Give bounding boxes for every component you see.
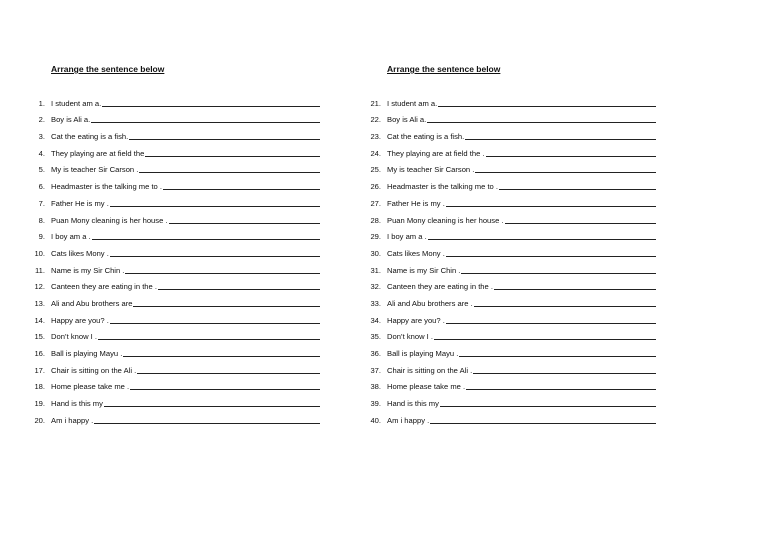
exercise-list xyxy=(30,91,320,425)
answer-line[interactable] xyxy=(499,189,656,190)
item-number: 13. xyxy=(34,298,45,308)
item-number: 24. xyxy=(370,148,381,158)
answer-line[interactable] xyxy=(139,172,320,173)
scrambled-sentence: Name is my Sir Chin . xyxy=(387,265,461,275)
exercise-item xyxy=(366,291,656,308)
exercise-item xyxy=(366,408,656,425)
exercise-item xyxy=(30,341,320,358)
exercise-item xyxy=(366,258,656,275)
scrambled-sentence: Happy are you? . xyxy=(387,315,445,325)
scrambled-sentence: Happy are you? . xyxy=(51,315,109,325)
answer-line[interactable] xyxy=(133,306,320,307)
scrambled-sentence: Father He is my . xyxy=(387,198,445,208)
item-number: 8. xyxy=(38,215,45,225)
scrambled-sentence: Am i happy . xyxy=(387,415,430,425)
item-number: 14. xyxy=(34,315,45,325)
answer-line[interactable] xyxy=(461,273,656,274)
scrambled-sentence: Puan Mony cleaning is her house . xyxy=(51,215,168,225)
exercise-item xyxy=(366,358,656,375)
scrambled-sentence: Cats likes Mony . xyxy=(51,248,109,258)
answer-line[interactable] xyxy=(125,273,320,274)
item-number: 40. xyxy=(370,415,381,425)
scrambled-sentence: I boy am a . xyxy=(51,232,91,242)
answer-line[interactable] xyxy=(446,206,656,207)
answer-line[interactable] xyxy=(494,289,656,290)
exercise-item xyxy=(366,108,656,125)
answer-line[interactable] xyxy=(110,206,320,207)
scrambled-sentence: Ali and Abu brothers are . xyxy=(387,298,473,308)
scrambled-sentence: I boy am a . xyxy=(387,232,427,242)
item-number: 2. xyxy=(38,115,45,125)
scrambled-sentence: Cat the eating is a fish. xyxy=(387,132,465,142)
scrambled-sentence: They playing are at field the xyxy=(51,148,145,158)
scrambled-sentence: Ball is playing Mayu . xyxy=(51,349,123,358)
answer-line[interactable] xyxy=(428,239,656,240)
exercise-item xyxy=(366,308,656,325)
answer-line[interactable] xyxy=(110,256,320,257)
scrambled-sentence: Chair is sitting on the Ali . xyxy=(51,365,137,375)
exercise-item xyxy=(30,325,320,342)
item-number: 32. xyxy=(370,282,381,292)
worksheet-column-right xyxy=(366,64,656,425)
answer-line[interactable] xyxy=(465,139,656,140)
answer-line[interactable] xyxy=(163,189,320,190)
answer-line[interactable] xyxy=(98,339,320,340)
answer-line[interactable] xyxy=(440,406,656,407)
answer-line[interactable] xyxy=(123,356,320,357)
scrambled-sentence: Headmaster is the talking me to . xyxy=(51,182,163,192)
scrambled-sentence: Home please take me . xyxy=(387,382,466,392)
exercise-item xyxy=(366,208,656,225)
answer-line[interactable] xyxy=(446,323,656,324)
exercise-item xyxy=(366,158,656,175)
exercise-item xyxy=(30,308,320,325)
exercise-item xyxy=(366,325,656,342)
item-number: 21. xyxy=(370,98,381,108)
item-number: 38. xyxy=(370,382,381,392)
exercise-item xyxy=(30,275,320,292)
exercise-item xyxy=(366,241,656,258)
answer-line[interactable] xyxy=(94,423,320,424)
exercise-item xyxy=(30,225,320,242)
item-number: 7. xyxy=(38,198,45,208)
item-number: 17. xyxy=(34,365,45,375)
item-number: 3. xyxy=(38,132,45,142)
item-number: 34. xyxy=(370,315,381,325)
worksheet-column-left xyxy=(30,64,320,425)
item-number: 27. xyxy=(370,198,381,208)
scrambled-sentence: Home please take me . xyxy=(51,382,130,392)
exercise-item xyxy=(30,208,320,225)
answer-line[interactable] xyxy=(473,373,656,374)
item-number: 4. xyxy=(38,148,45,158)
exercise-item xyxy=(30,158,320,175)
exercise-item xyxy=(30,375,320,392)
scrambled-sentence: Don’t know I . xyxy=(51,332,98,342)
answer-line[interactable] xyxy=(91,122,320,123)
exercise-item xyxy=(30,191,320,208)
scrambled-sentence: Canteen they are eating in the . xyxy=(387,282,493,292)
scrambled-sentence: Don’t know I . xyxy=(387,332,434,342)
item-number: 22. xyxy=(370,115,381,125)
item-number: 37. xyxy=(370,365,381,375)
exercise-item xyxy=(30,358,320,375)
scrambled-sentence: I student am a. xyxy=(387,98,438,108)
scrambled-sentence: Boy is Ali a. xyxy=(51,115,91,125)
scrambled-sentence: Puan Mony cleaning is her house . xyxy=(387,215,504,225)
exercise-item xyxy=(30,91,320,108)
exercise-item xyxy=(30,174,320,191)
scrambled-sentence: Hand is this my xyxy=(51,399,103,409)
item-number: 12. xyxy=(34,282,45,292)
exercise-item xyxy=(366,141,656,158)
scrambled-sentence: Ball is playing Mayu . xyxy=(387,349,459,358)
scrambled-sentence: They playing are at field the . xyxy=(387,148,485,158)
answer-line[interactable] xyxy=(130,389,320,390)
item-number: 28. xyxy=(370,215,381,225)
answer-line[interactable] xyxy=(475,172,656,173)
item-number: 20. xyxy=(34,415,45,425)
scrambled-sentence: Father He is my . xyxy=(51,198,109,208)
item-number: 25. xyxy=(370,165,381,175)
item-number: 6. xyxy=(38,182,45,192)
item-number: 11. xyxy=(35,265,45,275)
scrambled-sentence: Name is my Sir Chin . xyxy=(51,265,125,275)
item-number: 26. xyxy=(370,182,381,192)
scrambled-sentence: I student am a. xyxy=(51,98,102,108)
exercise-item xyxy=(30,291,320,308)
scrambled-sentence: Cat the eating is a fish. xyxy=(51,132,129,142)
exercise-item xyxy=(30,391,320,408)
item-number: 18. xyxy=(34,382,45,392)
answer-line[interactable] xyxy=(427,122,656,123)
item-number: 10. xyxy=(34,248,45,258)
answer-line[interactable] xyxy=(129,139,320,140)
item-number: 31. xyxy=(370,265,381,275)
exercise-item xyxy=(366,91,656,108)
exercise-item xyxy=(366,391,656,408)
answer-line[interactable] xyxy=(137,373,320,374)
scrambled-sentence: My is teacher Sir Carson . xyxy=(387,165,475,175)
section-heading: Arrange the sentence below xyxy=(387,64,501,74)
item-number: 15. xyxy=(34,332,45,342)
scrambled-sentence: Canteen they are eating in the . xyxy=(51,282,157,292)
exercise-list xyxy=(366,91,656,425)
exercise-item xyxy=(30,241,320,258)
exercise-item xyxy=(366,275,656,292)
scrambled-sentence: Chair is sitting on the Ali . xyxy=(387,365,473,375)
scrambled-sentence: Headmaster is the talking me to . xyxy=(387,182,499,192)
exercise-item xyxy=(30,141,320,158)
exercise-item xyxy=(366,124,656,141)
exercise-item xyxy=(366,341,656,358)
item-number: 30. xyxy=(370,248,381,258)
item-number: 36. xyxy=(370,349,381,358)
answer-line[interactable] xyxy=(466,389,656,390)
answer-line[interactable] xyxy=(474,306,656,307)
item-number: 29. xyxy=(370,232,381,242)
scrambled-sentence: Cats likes Mony . xyxy=(387,248,445,258)
exercise-item xyxy=(366,174,656,191)
exercise-item xyxy=(366,375,656,392)
exercise-item xyxy=(30,108,320,125)
answer-line[interactable] xyxy=(102,106,320,107)
scrambled-sentence: My is teacher Sir Carson . xyxy=(51,165,139,175)
item-number: 39. xyxy=(370,399,381,409)
answer-line[interactable] xyxy=(169,223,320,224)
scrambled-sentence: Boy is Ali a. xyxy=(387,115,427,125)
section-heading: Arrange the sentence below xyxy=(51,64,165,74)
scrambled-sentence: Am i happy . xyxy=(51,415,94,425)
answer-line[interactable] xyxy=(434,339,656,340)
item-number: 33. xyxy=(370,298,381,308)
exercise-item xyxy=(30,258,320,275)
item-number: 16. xyxy=(34,349,45,358)
item-number: 1. xyxy=(38,98,45,108)
item-number: 35. xyxy=(370,332,381,342)
scrambled-sentence: Ali and Abu brothers are xyxy=(51,298,133,308)
exercise-item xyxy=(30,124,320,141)
exercise-item xyxy=(30,408,320,425)
answer-line[interactable] xyxy=(430,423,656,424)
exercise-item xyxy=(366,225,656,242)
answer-line[interactable] xyxy=(110,323,320,324)
answer-line[interactable] xyxy=(145,156,320,157)
answer-line[interactable] xyxy=(459,356,656,357)
answer-line[interactable] xyxy=(446,256,656,257)
answer-line[interactable] xyxy=(438,106,656,107)
item-number: 5. xyxy=(38,165,45,175)
item-number: 19. xyxy=(34,399,45,409)
answer-line[interactable] xyxy=(505,223,656,224)
answer-line[interactable] xyxy=(92,239,320,240)
item-number: 23. xyxy=(370,132,381,142)
answer-line[interactable] xyxy=(486,156,656,157)
answer-line[interactable] xyxy=(104,406,320,407)
exercise-item xyxy=(366,191,656,208)
item-number: 9. xyxy=(38,232,45,242)
scrambled-sentence: Hand is this my xyxy=(387,399,439,409)
answer-line[interactable] xyxy=(158,289,320,290)
